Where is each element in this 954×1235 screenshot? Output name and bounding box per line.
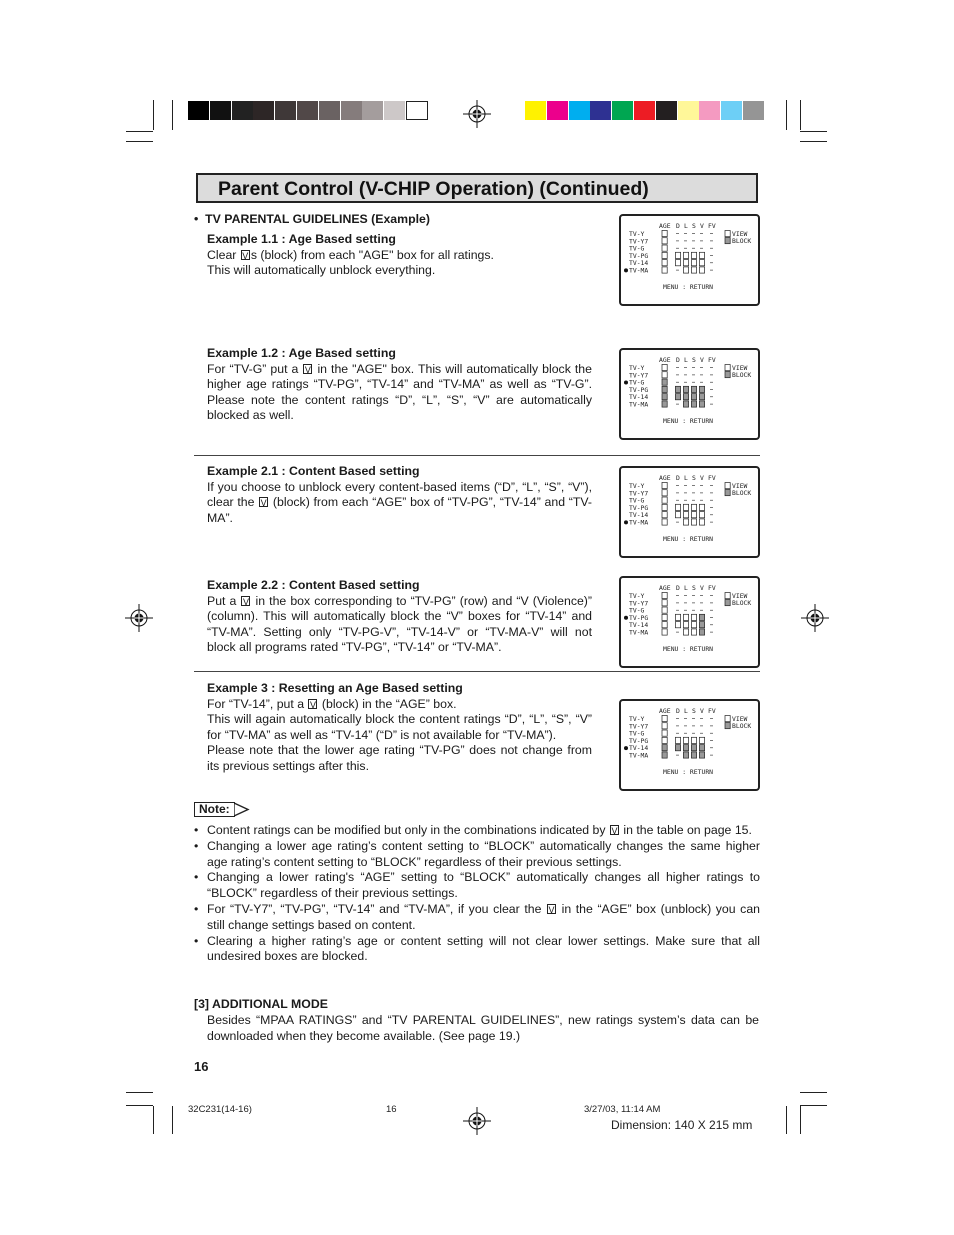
footer-page: 16 [386,1104,397,1115]
content-box [675,622,680,628]
menu-column-header: V [700,356,704,364]
menu-row-label: TV-MA [629,518,649,527]
note-label [194,802,235,817]
age-box [662,267,667,273]
gray-swatch [406,101,428,120]
color-swatch [547,101,569,120]
note-list [194,823,760,965]
content-box [691,745,696,751]
menu-footer: MENU : RETURN [663,535,714,543]
example-heading: Example 1.1 : Age Based setting [207,232,396,246]
legend-view-box [725,483,730,489]
content-box [699,745,704,751]
example-text [207,248,593,264]
menu-row-label: TV-PG [629,385,649,394]
page-title: Parent Control (V-CHIP Operation) (Continued) [218,178,649,200]
age-box [662,364,667,370]
age-box [662,737,667,743]
menu-row-label: TV-14 [629,621,649,630]
example-text-part: (block) in the “AGE” box. [318,696,457,711]
menu-column-header: D [676,707,680,715]
age-box [662,497,667,503]
content-box [683,745,688,751]
note-item [194,839,760,871]
menu-row-label: TV-14 [629,259,649,268]
registration-target-icon [463,100,491,128]
check-box-icon: V [260,498,267,509]
content-box [699,512,704,518]
age-box [662,752,667,758]
menu-column-header: L [684,356,688,364]
tv-menu-screen [619,699,760,791]
content-box [675,504,680,510]
page-title-bar [196,173,758,203]
color-swatch [569,101,591,120]
color-swatch [721,101,743,120]
note-text: Changing a lower rating's “AGE” setting to “BLOCK” automatically changes all higher ratings to “BLOCK” regardless of their previous settings. [207,870,760,901]
content-box [691,752,696,758]
check-box-icon: V [242,596,249,607]
age-box [662,245,667,251]
crop-mark [800,100,801,130]
legend-block-box [725,490,730,496]
content-box [699,614,704,620]
example-text-part: Clear [207,247,240,262]
menu-row-label: TV-Y7 [629,722,649,731]
color-swatch [743,101,765,120]
menu-column-header: V [700,707,704,715]
example-text-part: (block) from each “AGE” box of “TV-PG”, “TV-14” and “TV-MA”. [207,495,592,525]
crop-mark [786,100,787,130]
registration-target-icon [463,1107,491,1135]
age-box [662,386,667,392]
age-box [662,745,667,751]
note-text: in the table on page 15. [619,823,752,837]
crop-mark [126,1092,153,1093]
menu-column-header: S [692,474,696,482]
content-box [691,629,696,635]
crop-mark [800,1092,827,1093]
menu-column-header: V [700,474,704,482]
content-box [699,629,704,635]
menu-row-label: TV-PG [629,251,649,260]
legend-view-label: VIEW [732,715,748,723]
age-box [662,238,667,244]
note-item [194,902,760,934]
crop-mark [800,141,827,142]
age-box [662,519,667,525]
pointer-icon [624,268,628,272]
note-text: in the “AGE” box (unblock) you can still change settings based on content. [207,901,760,932]
crop-mark [786,1106,787,1134]
menu-row-label: TV-14 [629,393,649,402]
tv-menu-screen [619,576,760,668]
crop-mark [800,1105,827,1106]
menu-row-label: TV-Y7 [629,599,649,608]
menu-column-header: D [676,356,680,364]
menu-column-header: L [684,707,688,715]
menu-row-label: TV-G [629,244,645,253]
content-box [699,267,704,273]
menu-column-header: FV [708,222,716,230]
menu-grid [621,216,758,304]
content-box [699,260,704,266]
content-box [691,737,696,743]
legend-block-box [725,723,730,729]
content-box [683,629,688,635]
content-box [683,252,688,258]
menu-footer: MENU : RETURN [663,645,714,653]
menu-column-header: AGE [659,222,671,230]
example-text: This will again automatically block the content ratings “D”, “L”, “S”, “V” for “TV-MA” as well as “TV-14” (“D” is not available for “TV-MA”). [207,712,592,742]
footer-file-name: 32C231(14-16) [188,1104,252,1115]
age-box [662,607,667,613]
example-text-part: s (block) from each "AGE" box for all ratings. [250,247,494,262]
content-box [699,519,704,525]
gray-swatch [362,101,384,120]
menu-footer: MENU : RETURN [663,417,714,425]
age-box [662,401,667,407]
example-text [207,480,592,527]
content-box [699,401,704,407]
footer-date: 3/27/03, 11:14 AM [584,1104,661,1115]
color-swatch [656,101,678,120]
content-box [683,394,688,400]
content-box [691,386,696,392]
example-heading: Example 2.2 : Content Based setting [207,578,420,592]
menu-row-label: TV-Y7 [629,237,649,246]
content-box [683,614,688,620]
content-box [675,260,680,266]
menu-column-header: L [684,474,688,482]
menu-row-label: TV-Y [629,592,645,600]
menu-row-label: TV-G [629,729,645,738]
content-box [691,614,696,620]
menu-row-label: TV-G [629,378,645,387]
content-box [675,745,680,751]
age-box [662,512,667,518]
legend-view-label: VIEW [732,230,748,238]
menu-column-header: D [676,474,680,482]
additional-mode-text: Besides “MPAA RATINGS” and “TV PARENTAL GUIDELINES”, new ratings system’s data can be downloaded when they become available. (See page 19.) [207,1013,759,1043]
content-box [683,386,688,392]
registration-target-icon [801,604,829,632]
pointer-icon [624,520,628,524]
menu-row-label: TV-G [629,606,645,615]
content-box [683,504,688,510]
content-box [699,386,704,392]
check-box-icon: V [309,699,316,710]
color-swatch [678,101,700,120]
menu-row-label: TV-MA [629,628,649,637]
gray-swatch [297,101,319,120]
content-box [691,394,696,400]
additional-mode-heading: [3] ADDITIONAL MODE [194,997,328,1011]
content-box [691,519,696,525]
legend-view-box [725,231,730,237]
legend-block-label: BLOCK [732,722,752,730]
note-arrow-icon [234,802,250,817]
menu-row-label: TV-Y [629,482,645,490]
section-heading-text: TV PARENTAL GUIDELINES (Example) [205,212,430,226]
example-block [207,578,592,656]
example-text-part: Put a [207,593,241,608]
legend-view-label: VIEW [732,482,748,490]
menu-column-header: S [692,356,696,364]
content-box [683,519,688,525]
menu-row-label: TV-Y7 [629,371,649,380]
menu-column-header: AGE [659,707,671,715]
menu-row-label: TV-Y [629,364,645,372]
menu-row-label: TV-G [629,496,645,505]
menu-column-header: FV [708,356,716,364]
note-item [194,934,760,966]
legend-view-label: VIEW [732,592,748,600]
content-box [699,752,704,758]
example-text [207,362,592,424]
example-heading: Example 3 : Resetting an Age Based setting [207,681,463,695]
crop-mark [800,131,827,132]
example-block [207,232,593,279]
age-box [662,600,667,606]
menu-grid [621,578,758,666]
content-box [683,622,688,628]
note-text: For “TV-Y7”, “TV-PG”, “TV-14” and “TV-MA”, if you clear the [207,901,547,916]
legend-block-box [725,600,730,606]
example-text-part: If you choose to unblock every content-based items (“D”, “L”, “S”, “V”), clear the [207,479,592,510]
content-box [699,394,704,400]
gray-swatch [275,101,297,120]
legend-view-box [725,365,730,371]
content-box [691,252,696,258]
example-heading: Example 2.1 : Content Based setting [207,464,420,478]
menu-column-header: FV [708,474,716,482]
content-box [683,260,688,266]
section-heading [194,212,614,228]
content-box [683,752,688,758]
content-box [683,401,688,407]
divider [194,671,760,672]
content-box [691,504,696,510]
example-text: This will automatically unblock everything. [207,263,436,278]
crop-mark [172,1106,173,1134]
age-box [662,379,667,385]
check-box-icon: V [548,904,555,915]
age-box [662,622,667,628]
menu-column-header: S [692,222,696,230]
menu-column-header: AGE [659,474,671,482]
color-swatch [699,101,721,120]
menu-row-label: TV-14 [629,511,649,520]
content-box [683,512,688,518]
content-box [691,267,696,273]
content-box [683,267,688,273]
gray-swatch [188,101,210,120]
age-box [662,614,667,620]
color-swatch [634,101,656,120]
menu-column-header: AGE [659,584,671,592]
menu-grid [621,701,758,789]
menu-column-header: FV [708,707,716,715]
gray-swatch [319,101,341,120]
age-box [662,629,667,635]
content-box [691,260,696,266]
menu-row-label: TV-MA [629,266,649,275]
legend-block-label: BLOCK [732,371,752,379]
example-text-part: For “TV-G” put a [207,361,303,376]
content-box [675,386,680,392]
menu-column-header: L [684,584,688,592]
pointer-icon [624,381,628,385]
menu-column-header: FV [708,584,716,592]
crop-mark [172,100,173,130]
legend-view-box [725,593,730,599]
menu-row-label: TV-PG [629,613,649,622]
bullet-icon: • [194,212,199,226]
note-text: Clearing a higher rating’s age or content setting will not clear lower settings. Make sure that all undesired boxes are blocked. [207,933,760,964]
age-box [662,504,667,510]
menu-row-label: TV-14 [629,744,649,753]
gray-swatch [341,101,363,120]
menu-grid [621,350,758,438]
content-box [675,737,680,743]
age-box [662,230,667,236]
check-box-icon: V [242,250,249,261]
example-text-part: For “TV-14”, put a [207,696,308,711]
menu-footer: MENU : RETURN [663,283,714,291]
gray-swatch [210,101,232,120]
content-box [699,252,704,258]
menu-column-header: V [700,584,704,592]
check-box-icon: V [611,826,618,836]
color-swatch [525,101,547,120]
pointer-icon [624,616,628,620]
gray-swatch [253,101,275,120]
tv-menu-screen [619,348,760,440]
color-swatch [612,101,634,120]
age-box [662,252,667,258]
menu-column-header: AGE [659,356,671,364]
content-box [691,622,696,628]
menu-column-header: S [692,584,696,592]
note-item [194,870,760,902]
content-box [691,512,696,518]
menu-row-label: TV-Y7 [629,489,649,498]
divider [194,455,760,456]
menu-footer: MENU : RETURN [663,768,714,776]
footer-dimension: Dimension: 140 X 215 mm [611,1118,753,1132]
content-box [699,504,704,510]
gray-swatch [232,101,254,120]
age-box [662,715,667,721]
example-text [207,697,592,713]
crop-mark [153,100,154,130]
age-box [662,260,667,266]
crop-mark [126,141,153,142]
content-box [675,252,680,258]
content-box [691,401,696,407]
menu-row-label: TV-PG [629,736,649,745]
example-block [207,681,592,775]
tv-menu-screen [619,214,760,306]
note-text: Changing a lower age rating’s content setting to “BLOCK” automatically changes the same higher age rating’s content setting to “BLOCK” regardless of their previous settings. [207,838,760,869]
menu-row-label: TV-Y [629,230,645,238]
gray-swatch [384,101,406,120]
crop-mark [126,131,153,132]
age-box [662,482,667,488]
content-box [675,394,680,400]
color-swatch [590,101,612,120]
note-item [194,823,760,839]
example-text [207,594,592,656]
content-box [675,614,680,620]
menu-column-header: S [692,707,696,715]
crop-mark [153,1106,154,1134]
menu-column-header: D [676,584,680,592]
content-box [699,622,704,628]
legend-view-box [725,716,730,722]
menu-column-header: L [684,222,688,230]
example-text-part: in the box corresponding to “TV-PG” (row) and “V (Violence)” (column). This will automatically block the “V” boxes for “TV-14” and “TV-MA”. Setting only “TV-PG-V”, “TV-14-V” or “TV-MA-V” will not block all programs rated “TV-PG”, “TV-14” or “TV-MA”. [207,593,592,655]
legend-block-label: BLOCK [732,489,752,497]
page-number: 16 [194,1059,209,1074]
menu-grid [621,468,758,556]
age-box [662,490,667,496]
content-box [699,737,704,743]
menu-row-label: TV-MA [629,400,649,409]
age-box [662,723,667,729]
legend-view-label: VIEW [732,364,748,372]
menu-row-label: TV-PG [629,503,649,512]
menu-row-label: TV-Y [629,715,645,723]
example-text-part: in the "AGE" box. This will automatically block the higher age ratings “TV-PG”, “TV-14” and “TV-MA” as well as “TV-G”. Please note the content ratings “D”, “L”, “S”, “V” are automatically blocked as well. [207,361,592,423]
example-block [207,464,592,526]
menu-column-header: V [700,222,704,230]
tv-menu-screen [619,466,760,558]
pointer-icon [624,746,628,750]
legend-block-box [725,238,730,244]
note-text: Content ratings can be modified but only in the combinations indicated by [207,823,609,837]
example-heading: Example 1.2 : Age Based setting [207,346,396,360]
age-box [662,372,667,378]
example-block [207,346,592,424]
check-box-icon: V [304,364,311,375]
legend-block-label: BLOCK [732,599,752,607]
crop-mark [800,1106,801,1134]
menu-column-header: D [676,222,680,230]
content-box [683,737,688,743]
note-label-text: Note: [199,802,230,816]
age-box [662,394,667,400]
legend-block-label: BLOCK [732,237,752,245]
crop-mark [126,1105,153,1106]
age-box [662,592,667,598]
legend-block-box [725,372,730,378]
content-box [675,512,680,518]
age-box [662,730,667,736]
example-text: Please note that the lower age rating “TV-PG” does not change from its previous settings after this. [207,743,592,773]
registration-target-icon [125,604,153,632]
menu-row-label: TV-MA [629,751,649,760]
